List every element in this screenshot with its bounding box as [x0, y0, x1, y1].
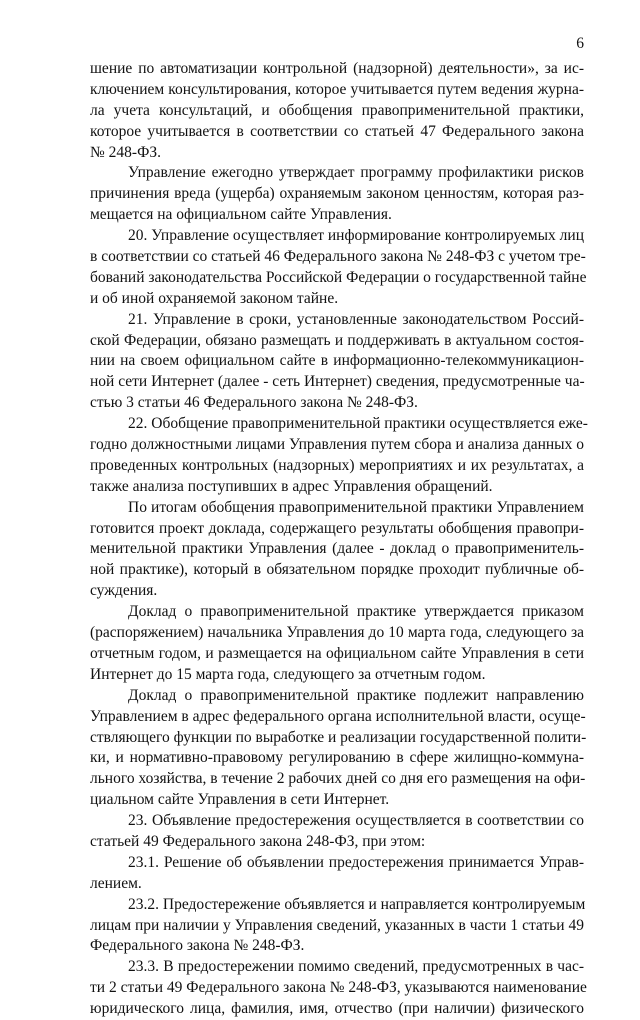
page-number: 6	[576, 35, 584, 52]
text-line: готовится проект доклада, содержащего результаты обобщения правопри-	[90, 519, 584, 537]
text-line: лением.	[90, 874, 142, 892]
text-line: ти 2 статьи 49 Федерального закона № 248-ФЗ, указываются наименование	[90, 979, 587, 997]
text-line: проведенных контрольных (надзорных) мероприятиях и их результатах, а	[90, 456, 584, 474]
text-line: менительной практики Управления (далее - доклад о правоприменитель-	[90, 540, 584, 558]
text-line: По итогам обобщения правоприменительной практики Управлением	[128, 498, 584, 516]
text-line: 22. Обобщение правоприменительной практики осуществляется еже-	[128, 415, 588, 433]
text-line: стью 3 статьи 46 Федерального закона № 248-ФЗ.	[90, 394, 418, 412]
text-line: статьей 49 Федерального закона 248-ФЗ, при этом:	[90, 832, 426, 850]
text-line: также анализа поступивших в адрес Управления обращений.	[90, 477, 493, 495]
text-line: № 248-ФЗ.	[90, 143, 161, 161]
text-line: 23. Объявление предостережения осуществляется в соответствии со	[128, 812, 584, 830]
text-line: отчетным годом, и размещается на официальном сайте Управления в сети	[90, 644, 584, 662]
text-line: юридического лица, фамилия, имя, отчество (при наличии) физического	[90, 1000, 584, 1018]
text-line: ки, и нормативно-правовому регулированию в сфере жилищно-коммуна-	[90, 749, 584, 767]
text-line: 23.1. Решение об объявлении предостережения принимается Управ-	[128, 853, 584, 871]
text-line: которое учитывается в соответствии со статьей 47 Федерального закона	[90, 122, 584, 140]
text-line: (распоряжением) начальника Управления до 10 марта года, следующего за	[90, 624, 584, 642]
text-line: циальном сайте Управления в сети Интернет.	[90, 791, 390, 809]
text-line: 20. Управление осуществляет информирование контролируемых лиц	[128, 227, 584, 245]
text-line: мещается на официальном сайте Управления.	[90, 206, 392, 224]
text-line: 21. Управление в сроки, установленные законодательством Россий-	[128, 310, 584, 328]
text-line: 23.3. В предостережении помимо сведений, предусмотренных в час-	[128, 958, 584, 976]
text-line: причинения вреда (ущерба) охраняемым законом ценностям, которая раз-	[90, 185, 584, 203]
text-line: ключением консультирования, которое учитывается путем ведения журна-	[90, 80, 584, 98]
text-line: Интернет до 15 марта года, следующего за отчетным годом.	[90, 665, 486, 683]
text-line: ствляющего функции по выработке и реализации государственной полити-	[90, 728, 587, 746]
text-line: шение по автоматизации контрольной (надзорной) деятельности», за ис-	[90, 60, 584, 77]
text-line: Управлением в адрес федерального органа исполнительной власти, осуще-	[90, 707, 586, 725]
text-line: ла учета консультаций, и обобщения правоприменительной практики,	[90, 101, 584, 119]
text-line: ской Федерации, обязано размещать и поддерживать в актуальном состоя-	[90, 331, 584, 349]
text-line: бований законодательства Российской Федерации о государственной тайне	[90, 268, 587, 286]
text-line: годно должностными лицами Управления путем сбора и анализа данных о	[90, 436, 584, 454]
text-line: в соответствии со статьей 46 Федерального закона № 248-ФЗ с учетом тре-	[90, 248, 586, 266]
text-line: Доклад о правоприменительной практике утверждается приказом	[128, 603, 584, 621]
text-line: лицам при наличии у Управления сведений, указанных в части 1 статьи 49	[90, 916, 584, 934]
text-line: ной сети Интернет (далее - сеть Интернет) сведения, предусмотренные ча-	[90, 373, 585, 391]
text-line: и об иной охраняемой законом тайне.	[90, 289, 339, 307]
text-line: льного хозяйства, в течение 2 рабочих дней со дня его размещения на офи-	[90, 770, 586, 788]
document-body	[90, 59, 588, 1020]
text-line: нии на своем официальном сайте в информационно-телекоммуникацион-	[90, 352, 584, 370]
text-line: суждения.	[90, 582, 158, 600]
text-line: Федерального закона № 248-ФЗ.	[90, 937, 305, 955]
text-line: Доклад о правоприменительной практике подлежит направлению	[128, 686, 584, 704]
text-line: Управление ежегодно утверждает программу профилактики рисков	[128, 164, 584, 182]
text-line: ной практике), который в обязательном порядке проходит публичные об-	[90, 561, 584, 579]
text-line: 23.2. Предостережение объявляется и направляется контролируемым	[128, 895, 586, 913]
